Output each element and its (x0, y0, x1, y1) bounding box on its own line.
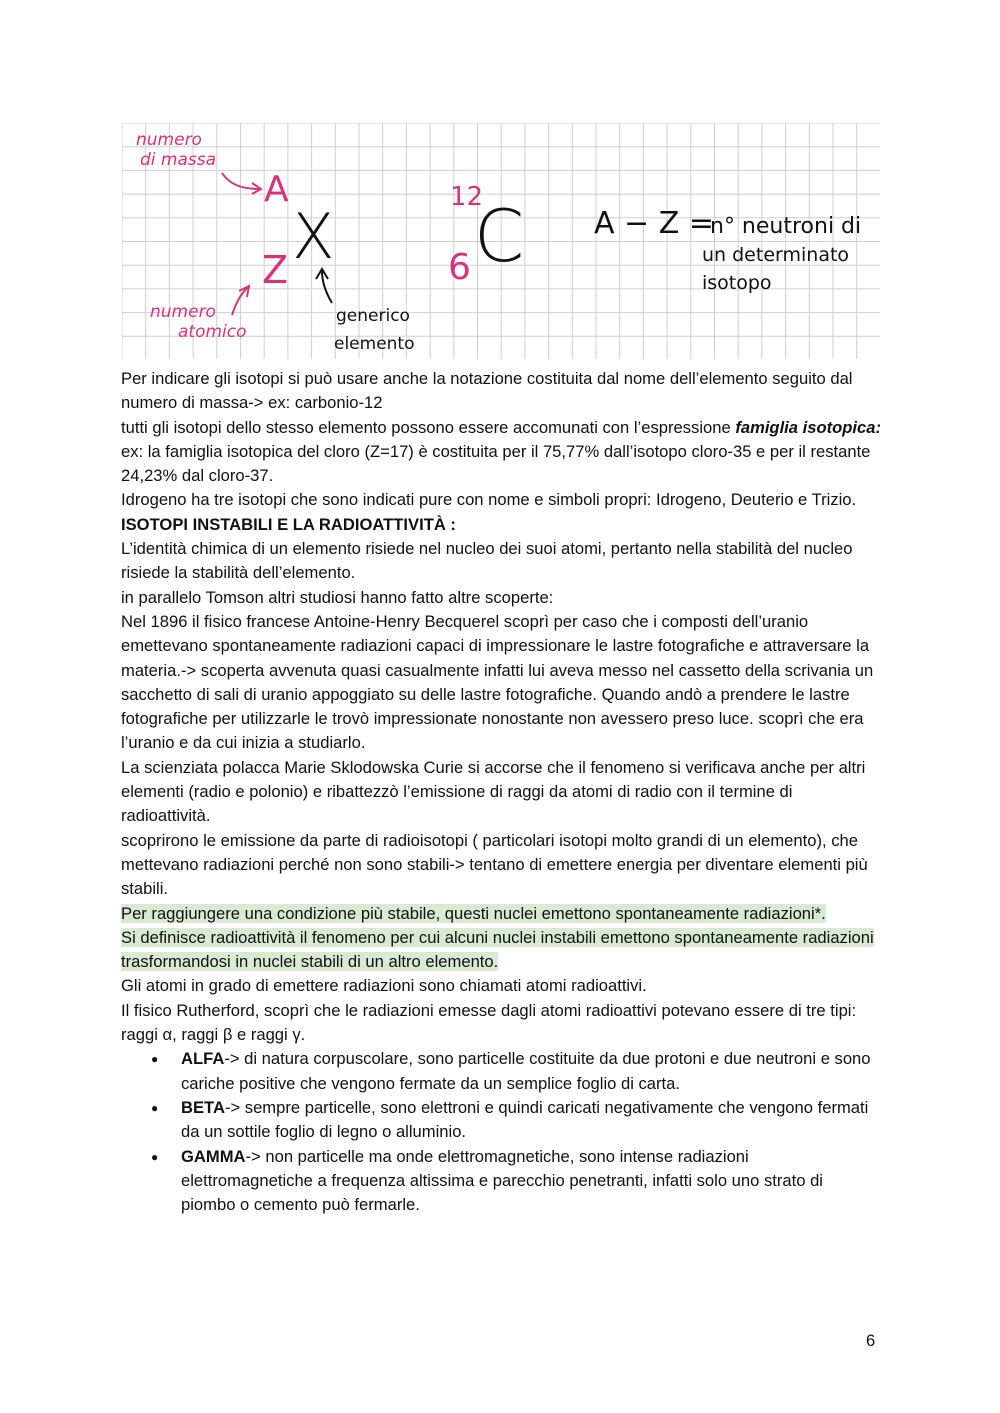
symbol-z: Z (262, 248, 289, 292)
symbol-x: X (292, 200, 335, 273)
paragraph-definition (121, 926, 881, 975)
paragraph-rutherford: Il fisico Rutherford, scoprì che le radiazioni emesse dagli atomi radioattivi potevano essere di tre tipi: raggi α, raggi β e raggi γ. (121, 1000, 857, 1045)
beta-term: BETA (181, 1097, 225, 1117)
paragraph-becquerel: Nel 1896 il fisico francese Antoine-Henry Becquerel scoprì per caso che i composti dell’uranio emettevano spontaneamente radiazioni capaci di impressionare le lastre fotografiche e attraversare la materia.-> scoperta avvenuta quasi casualmente infatti lui aveva messo nel cassetto della scrivania un sacchetto di sali di uranio appoggiato su delle lastre fotografiche. Quando andò a prendere le lastre fotografiche per utilizzarle le trovò impressionate nonostante non avessero preso luce. scoprì che era l’uranio e da cui inizia a studiarlo. (121, 611, 874, 753)
isotope-notation-figure (122, 123, 880, 359)
formula-rhs-line3: isotopo (702, 272, 772, 294)
paragraph-notation: Per indicare gli isotopi si può usare anche la notazione costituita dal nome dell’elemento seguito dal numero di massa-> ex: carbonio-12 (121, 369, 853, 413)
atomic-number-label-line2: atomico (178, 322, 247, 342)
list-item-alfa (121, 1047, 881, 1096)
alfa-term: ALFA (181, 1049, 225, 1069)
gamma-term: GAMMA (181, 1146, 246, 1166)
element-label-line1: generico (336, 306, 410, 326)
mass-number-label-line1: numero (136, 130, 202, 150)
formula-rhs-line1: n° neutroni di (710, 214, 862, 239)
isotopic-family-example: ex: la famiglia isotopica del cloro (Z=17) è costituita per il 75,77% dall’isotopo cloro-35 e per il restante 24,23% dal cloro-37. (121, 441, 871, 486)
paragraph-radioisotopes: scoprirono le emissione da parte di radioisotopi ( particolari isotopi molto grandi di un elemento), che mettevano radiazioni perché non sono stabili-> tentano di emettere energia per diventare elementi più stabili. (121, 830, 868, 899)
formula-lhs: A − Z = (594, 206, 714, 241)
section-heading: ISOTOPI INSTABILI E LA RADIOATTIVITÀ : (121, 514, 456, 534)
alfa-description: -> di natura corpuscolare, sono particelle costituite da due protoni e due neutroni e sono cariche positive che vengono fermate da un semplice foglio di carta. (181, 1049, 871, 1093)
list-item-gamma (121, 1145, 881, 1218)
carbon-mass-number: 12 (450, 182, 484, 212)
paragraph-stable-condition (121, 902, 881, 926)
paragraph-identity: L’identità chimica di un elemento risiede nel nucleo dei suoi atomi, pertanto nella stabilità del nucleo risiede la stabilità dell’elemento. (121, 539, 853, 583)
page-number: 6 (866, 1331, 876, 1350)
body-text (121, 367, 881, 1217)
carbon-atomic-number: 6 (448, 247, 471, 288)
isotopic-family-intro: tutti gli isotopi dello stesso elemento possono essere accomunati con l’espressione (121, 417, 736, 437)
paragraph-isotopic-family (121, 416, 881, 489)
paragraph-curie: La scienziata polacca Marie Sklodowska Curie si accorse che il fenomeno si verificava anche per altri elementi (radio e polonio) e ribattezzò l’emissione di raggi da atomi di radio con il termine di radioattività. (121, 757, 866, 826)
atomic-number-label-line1: numero (150, 302, 216, 322)
isotopic-family-term: famiglia isotopica: (735, 417, 881, 437)
paragraph-radioactive-atoms: Gli atomi in grado di emettere radiazioni sono chiamati atomi radioattivi. (121, 976, 647, 996)
list-item-beta (121, 1096, 881, 1145)
paragraph-parallel: in parallelo Tomson altri studiosi hanno fatto altre scoperte: (121, 587, 554, 607)
gamma-description: -> non particelle ma onde elettromagnetiche, sono intense radiazioni elettromagnetiche a frequenza altissima e parecchio penetranti, infatti solo uno strato di piombo o cemento può fermarle. (181, 1146, 823, 1215)
mass-number-label-line2: di massa (140, 150, 217, 170)
paragraph-hydrogen: Idrogeno ha tre isotopi che sono indicati pure con nome e simboli propri: Idrogeno, Deuterio e Trizio. (121, 490, 857, 510)
carbon-symbol: C (474, 194, 525, 278)
symbol-a: A (264, 169, 289, 210)
highlight-definition: Si definisce radioattività il fenomeno per cui alcuni nuclei instabili emettono spontaneamente radiazioni trasformandosi in nuclei stabili di un altro elemento. (121, 927, 874, 972)
radiation-types-list (121, 1047, 881, 1217)
beta-description: -> sempre particelle, sono elettroni e quindi caricati negativamente che vengono fermati da un sottile foglio di legno o alluminio. (181, 1097, 869, 1142)
formula-rhs-line2: un determinato (702, 244, 850, 266)
highlight-stable-condition: Per raggiungere una condizione più stabile, questi nuclei emettono spontaneamente radiazioni*. (121, 903, 826, 923)
element-label-line2: elemento (334, 334, 415, 354)
